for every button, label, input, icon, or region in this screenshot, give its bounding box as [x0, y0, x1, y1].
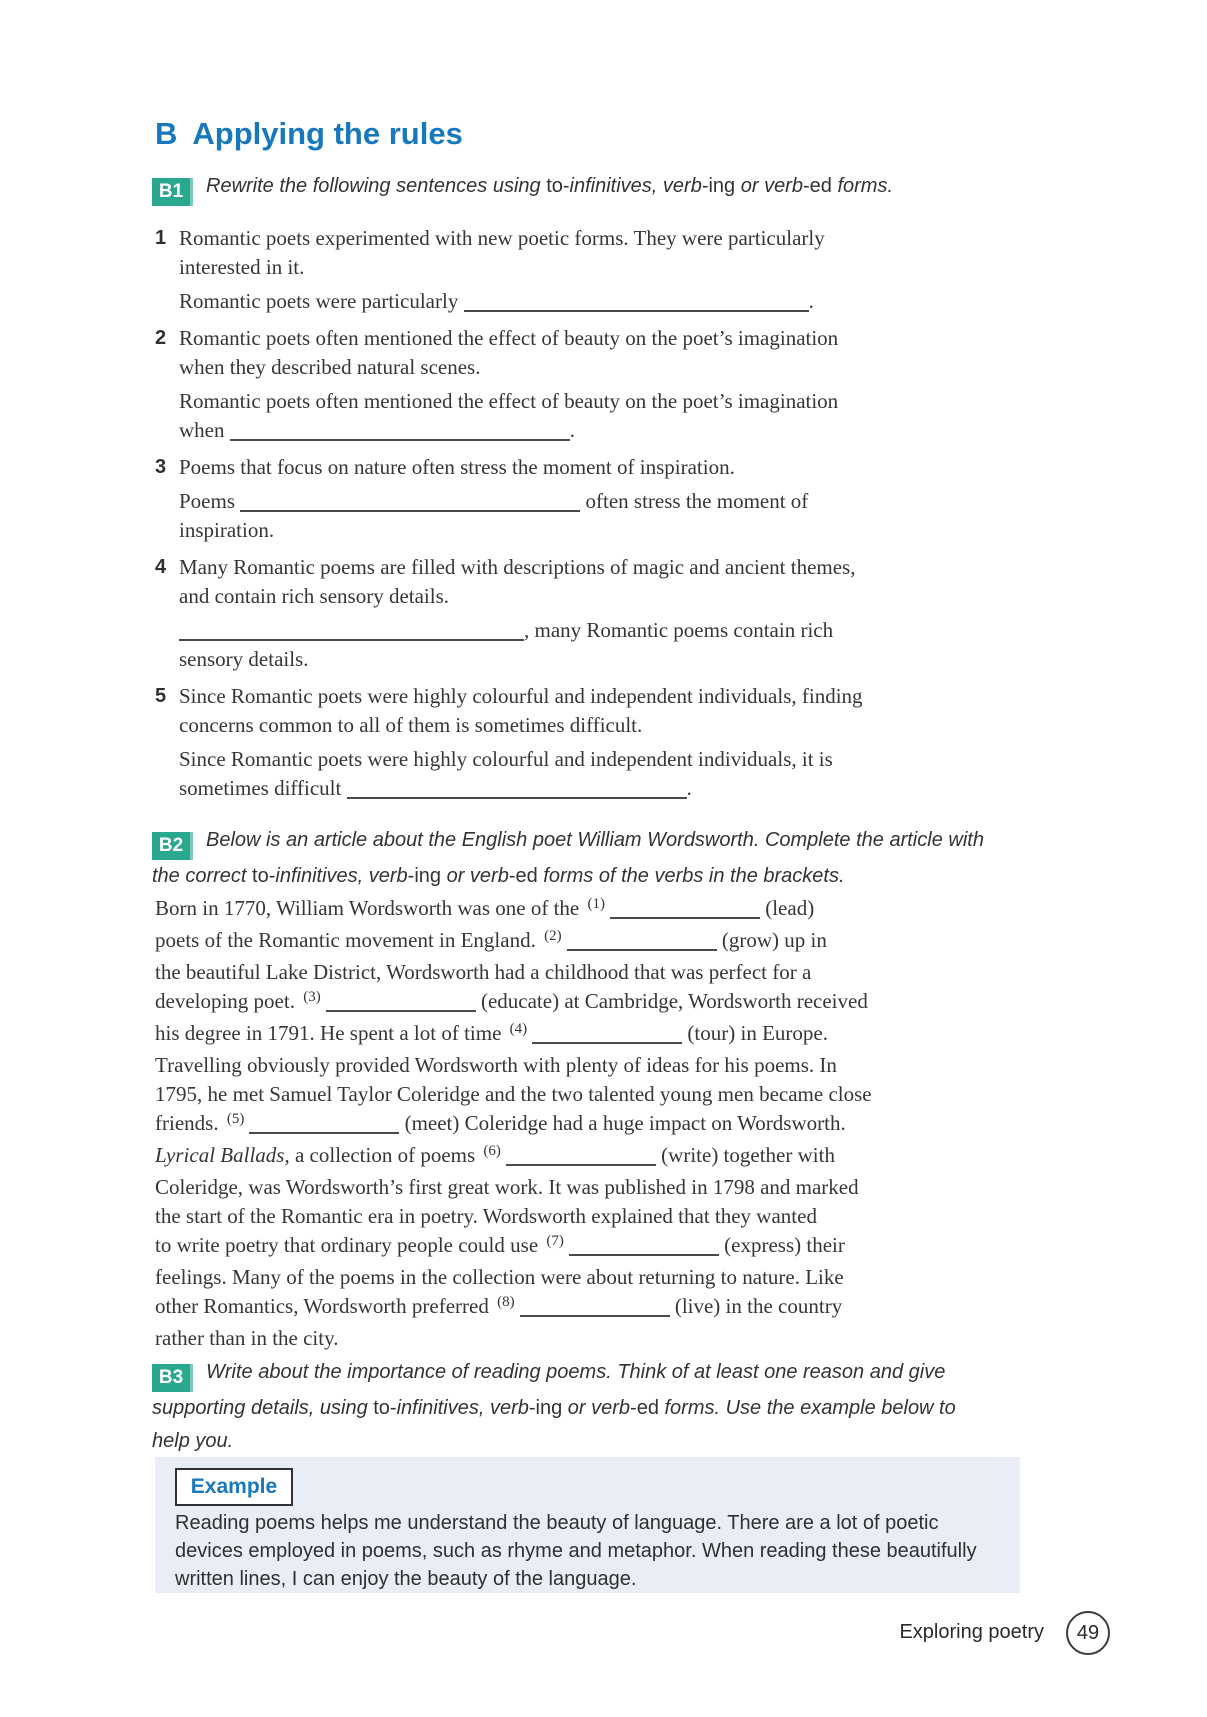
answer-line: sometimes difficult .	[179, 776, 692, 800]
paragraph-line: his degree in 1791. He spent a lot of time $^{(4)}$ (tour) in Europe.	[155, 1021, 828, 1045]
paragraph-line: 1795, he met Samuel Taylor Coleridge and the two talented young men became close	[155, 1082, 872, 1106]
exercise-item	[155, 453, 985, 545]
example-label	[175, 1468, 293, 1506]
answer-blank[interactable]	[532, 1022, 682, 1044]
footer-title: Exploring poetry	[899, 1621, 1044, 1643]
example-box	[155, 1457, 1020, 1593]
answer-line: sensory details.	[179, 647, 309, 671]
b3-instruction-line	[152, 1356, 1012, 1392]
paragraph-line: developing poet. $^{(3)}$ (educate) at Cambridge, Wordsworth received	[155, 989, 868, 1013]
b3-instruction	[152, 1356, 1012, 1458]
answer-blank[interactable]	[230, 419, 570, 441]
item-number: 2	[155, 327, 167, 349]
answer-blank[interactable]	[347, 777, 687, 799]
answer-block	[179, 287, 985, 316]
example-line: written lines, I can enjoy the beauty of the language.	[175, 1568, 637, 1590]
answer-blank[interactable]	[610, 897, 760, 919]
answer-line: when .	[179, 418, 575, 442]
paragraph-line: poets of the Romantic movement in England. $^{(2)}$ (grow) up in	[155, 928, 827, 952]
b1-items	[155, 224, 985, 811]
example-text	[175, 1509, 977, 1593]
source-line: Many Romantic poems are filled with descriptions of magic and ancient themes,	[179, 555, 856, 579]
source-line: when they described natural scenes.	[179, 355, 481, 379]
answer-blank[interactable]	[179, 619, 524, 641]
paragraph-line: friends. $^{(5)}$ (meet) Coleridge had a huge impact on Wordsworth.	[155, 1111, 846, 1135]
b2-paragraph	[155, 894, 872, 1353]
section-title: Applying the rules	[192, 116, 463, 151]
answer-block	[179, 487, 985, 545]
b1-instruction-line	[152, 170, 1012, 206]
section-letter: B	[155, 116, 178, 151]
item-number: 5	[155, 685, 167, 707]
answer-blank[interactable]	[249, 1112, 399, 1134]
answer-line: Poems often stress the moment of	[179, 489, 809, 513]
item-number: 1	[155, 227, 167, 249]
paragraph-line: Travelling obviously provided Wordsworth with plenty of ideas for his poems. In	[155, 1053, 837, 1077]
section-heading	[155, 116, 463, 152]
item-number: 4	[155, 556, 167, 578]
paragraph-line: the beautiful Lake District, Wordsworth had a childhood that was perfect for a	[155, 960, 812, 984]
answer-blank[interactable]	[240, 490, 580, 512]
instruction-text: the correct to-infinitives, verb-ing or verb-ed forms of the verbs in the brackets.	[152, 865, 845, 887]
b2-instruction-line	[152, 824, 1012, 860]
exercise-item	[155, 682, 985, 803]
example-line: Reading poems helps me understand the beauty of language. There are a lot of poetic	[175, 1512, 939, 1534]
answer-blank[interactable]	[567, 929, 717, 951]
b1-badge: B1	[152, 178, 193, 206]
answer-block	[179, 387, 985, 445]
paragraph-line: other Romantics, Wordsworth preferred $^{(8)}$ (live) in the country	[155, 1294, 843, 1318]
page-number-badge: 49	[1066, 1611, 1110, 1655]
b1-instruction	[152, 170, 1012, 206]
paragraph-line: rather than in the city.	[155, 1326, 339, 1350]
example-line: devices employed in poems, such as rhyme and metaphor. When reading these beautifully	[175, 1540, 977, 1562]
b3-badge: B3	[152, 1364, 193, 1392]
source-line: interested in it.	[179, 255, 305, 279]
paragraph-line: the start of the Romantic era in poetry. Wordsworth explained that they wanted	[155, 1204, 817, 1228]
paragraph-line: Coleridge, was Wordsworth’s first great work. It was published in 1798 and marked	[155, 1175, 859, 1199]
answer-line: Romantic poets were particularly .	[179, 289, 814, 313]
answer-blank[interactable]	[326, 990, 476, 1012]
answer-blank[interactable]	[520, 1295, 670, 1317]
answer-blank[interactable]	[506, 1144, 656, 1166]
source-line: Since Romantic poets were highly colourful and independent individuals, finding	[179, 684, 863, 708]
b2-instruction	[152, 824, 1012, 892]
source-line: and contain rich sensory details.	[179, 584, 450, 608]
answer-line: Since Romantic poets were highly colourful and independent individuals, it is	[179, 747, 833, 771]
source-line: concerns common to all of them is sometimes difficult.	[179, 713, 643, 737]
b2-badge: B2	[152, 832, 193, 860]
instruction-text: help you.	[152, 1430, 234, 1452]
paragraph-line: feelings. Many of the poems in the collection were about returning to nature. Like	[155, 1265, 844, 1289]
instruction-text: Below is an article about the English poet William Wordsworth. Complete the article with	[206, 829, 984, 851]
instruction-text: supporting details, using to-infinitives, verb-ing or verb-ed forms. Use the example below to	[152, 1397, 956, 1419]
exercise-item	[155, 553, 985, 674]
source-line: Romantic poets often mentioned the effect of beauty on the poet’s imagination	[179, 326, 839, 350]
answer-line: Romantic poets often mentioned the effect of beauty on the poet’s imagination	[179, 389, 839, 413]
instruction-text: Write about the importance of reading poems. Think of at least one reason and give	[206, 1361, 946, 1383]
answer-line: inspiration.	[179, 518, 275, 542]
example-label-text: Example	[190, 1475, 278, 1498]
paragraph-line: to write poetry that ordinary people could use $^{(7)}$ (express) their	[155, 1233, 845, 1257]
answer-block	[179, 745, 985, 803]
answer-blank[interactable]	[569, 1234, 719, 1256]
answer-block	[179, 616, 985, 674]
answer-blank[interactable]	[464, 290, 809, 312]
page-footer	[155, 1610, 1110, 1655]
exercise-item	[155, 224, 985, 316]
source-line: Poems that focus on nature often stress the moment of inspiration.	[179, 455, 735, 479]
exercise-item	[155, 324, 985, 445]
source-line: Romantic poets experimented with new poetic forms. They were particularly	[179, 226, 825, 250]
paragraph-line: Lyrical Ballads, a collection of poems $^{(6)}$ (write) together with	[155, 1143, 835, 1167]
instruction-text: Rewrite the following sentences using to-infinitives, verb-ing or verb-ed forms.	[206, 175, 893, 197]
paragraph-line: Born in 1770, William Wordsworth was one of the $^{(1)}$ (lead)	[155, 896, 815, 920]
answer-line: , many Romantic poems contain rich	[179, 616, 985, 645]
item-number: 3	[155, 456, 167, 478]
